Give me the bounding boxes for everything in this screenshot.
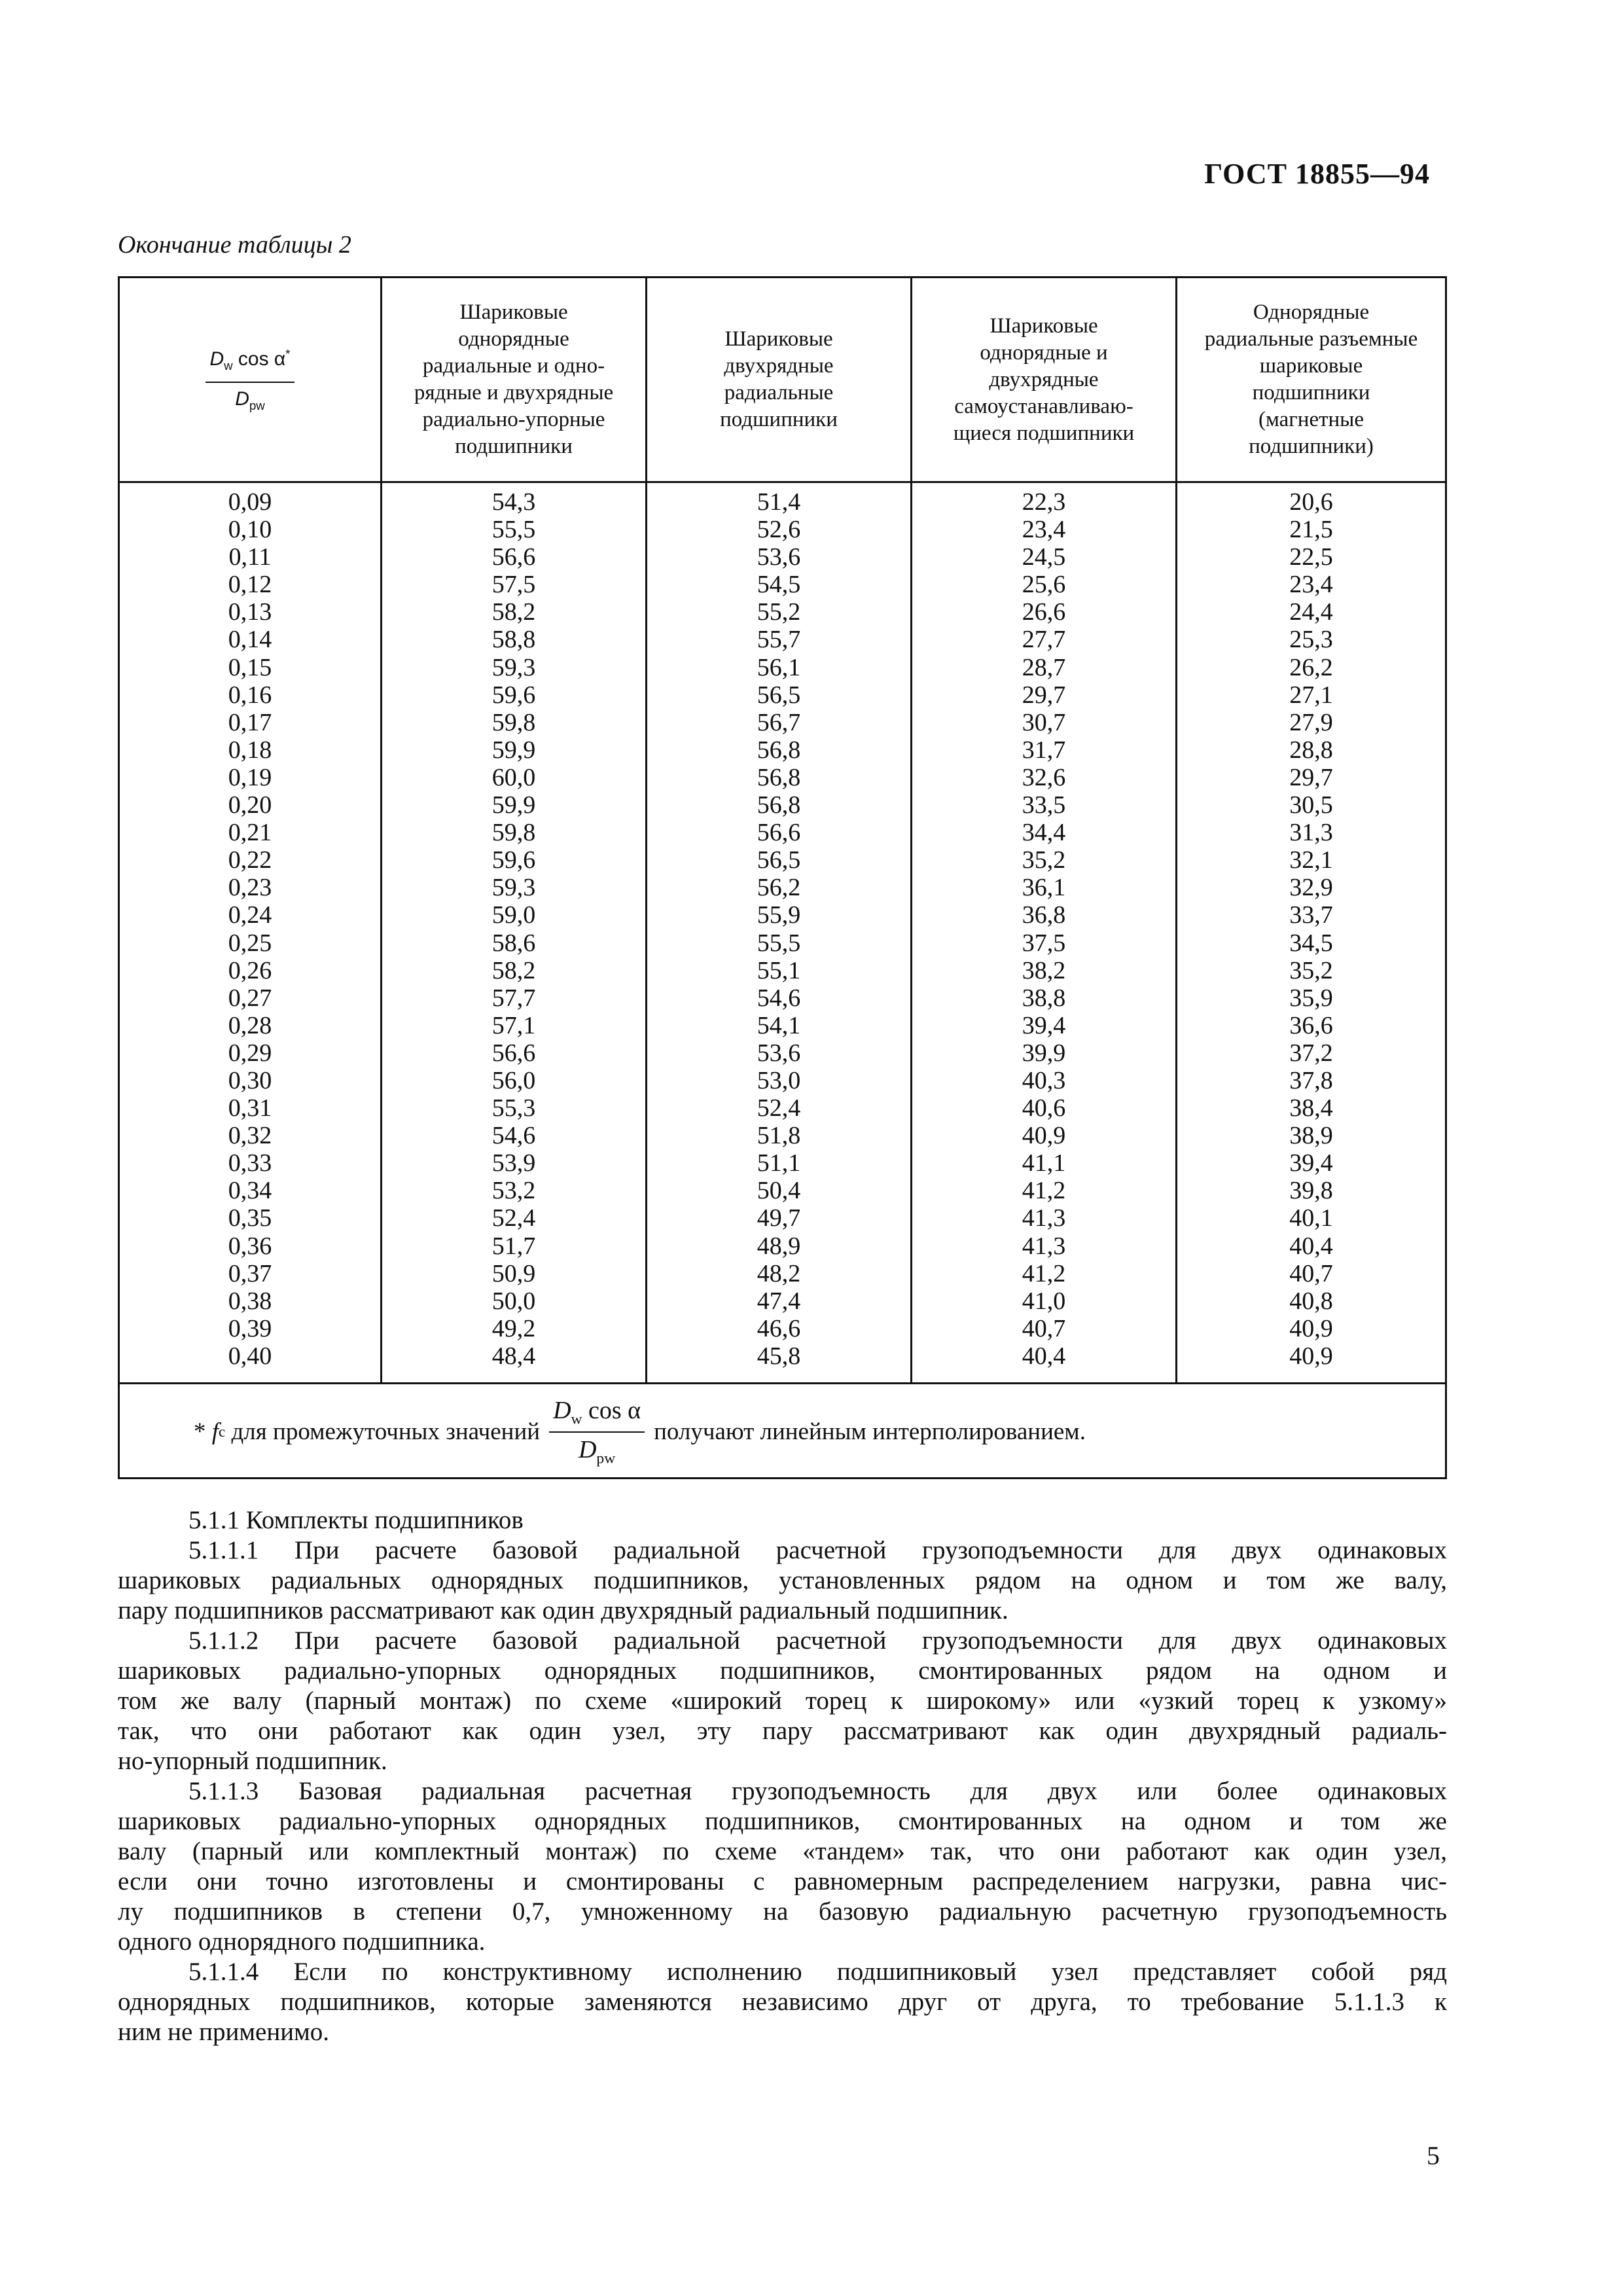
text-line: 5.1.1.4 Если по конструктивному исполнению подшипниковый узел представляет собой ряд [188,1958,1447,1986]
table-cell: 41,3 [1022,1232,1066,1260]
table-cell: 27,9 [1289,708,1333,736]
table-cell: 59,8 [491,819,536,847]
table-cell: 52,4 [757,1094,801,1122]
table-header-row [120,278,1445,483]
table-cell: 23,4 [1022,516,1066,544]
text-line: шариковых радиальных однорядных подшипников, установленных рядом на одном и том же валу, [118,1566,1447,1594]
table-cell: 38,9 [1289,1122,1333,1150]
table-cell: 29,7 [1022,681,1066,709]
table-cell: 52,4 [491,1204,536,1232]
paragraph-5-1-1-4 [118,1957,1447,2047]
table-cell: 30,7 [1022,708,1066,736]
table-cell: 56,5 [757,681,801,709]
table-cell: 0,33 [228,1149,272,1177]
table-cell: 0,23 [228,874,272,902]
header-line: подшипники [720,408,838,431]
table-cell: 0,29 [228,1039,272,1067]
table-cell: 56,6 [491,543,536,571]
table-cell: 26,6 [1022,598,1066,626]
table-cell: 36,6 [1289,1011,1333,1039]
header-line: Однорядные [1253,300,1370,324]
header-line: рядные и двухрядные [414,381,614,404]
text-line: однорядных подшипников, которые заменяются независимо друг от друга, то требование 5.1.1.3 к [118,1988,1447,2016]
table-cell: 40,7 [1022,1314,1066,1342]
column-ratio [120,483,382,1382]
table-cell: 0,21 [228,819,272,847]
table-cell: 0,20 [228,791,272,819]
text-line: том же валу (парный монтаж) по схеме «широкий торец к широкому» или «узкий торец к узкому» [118,1687,1447,1715]
table-cell: 59,6 [491,681,536,709]
table-cell: 53,6 [757,1039,801,1067]
table-cell: 41,0 [1022,1287,1066,1315]
table-cell: 59,6 [491,846,536,874]
table-cell: 46,6 [757,1314,801,1342]
table-cell: 40,9 [1289,1314,1333,1342]
table-cell: 37,8 [1289,1066,1333,1094]
page-number: 5 [1427,2141,1440,2170]
header-line: однорядные и [980,340,1108,365]
header-col-3 [647,278,912,481]
header-line: Шариковые [459,300,568,324]
table-cell: 26,2 [1289,653,1333,681]
table-cell: 56,0 [491,1066,536,1094]
header-line: однорядные [458,327,569,351]
header-line: самоустанавливаю- [954,394,1133,418]
table-cell: 58,8 [491,626,536,654]
table-cell: 0,26 [228,956,272,984]
footnote-text-before: для промежуточных значений [231,1418,541,1445]
table-cell: 0,28 [228,1011,272,1039]
table-cell: 55,1 [757,956,801,984]
table-cell: 0,19 [228,763,272,791]
table-cell: 58,2 [491,956,536,984]
table-cell: 34,5 [1289,929,1333,957]
column-single-double-row-radial [382,483,647,1382]
table-cell: 33,5 [1022,791,1066,819]
table-cell: 23,4 [1289,571,1333,599]
table-cell: 59,0 [491,901,536,929]
table-cell: 49,7 [757,1204,801,1232]
table-cell: 56,6 [491,1039,536,1067]
section-5-1-1-title: 5.1.1 Комплекты подшипников [188,1506,524,1534]
text-line: так, что они работают как один узел, эту пару рассматривают как один двухрядный радиаль- [118,1717,1447,1745]
table-cell: 54,3 [491,488,536,516]
footnote-f-symbol: f [211,1418,219,1445]
table-cell: 59,3 [491,874,536,902]
table-cell: 24,5 [1022,543,1066,571]
table-cell: 20,6 [1289,488,1333,516]
table-cell: 40,3 [1022,1066,1066,1094]
table-cell: 54,6 [491,1122,536,1150]
table-cell: 45,8 [757,1342,801,1370]
table-cell: 0,25 [228,929,272,957]
table-cell: 50,0 [491,1287,536,1315]
table-cell: 41,1 [1022,1149,1066,1177]
data-table [118,276,1447,1479]
text-line: ним не применимо. [118,2018,330,2046]
table-cell: 59,3 [491,653,536,681]
table-cell: 24,4 [1289,598,1333,626]
header-line: двухрядные [724,354,834,378]
table-cell: 22,5 [1289,543,1333,571]
header-col-5 [1177,278,1445,481]
text-line: шариковых радиально-упорных однорядных подшипников, смонтированных на одном и том же [118,1807,1447,1835]
table-cell: 33,7 [1289,901,1333,929]
table-cell: 0,15 [228,653,272,681]
table-cell: 40,8 [1289,1287,1333,1315]
paragraph-5-1-1-1 [118,1535,1447,1626]
table-cell: 56,6 [757,819,801,847]
table-cell: 21,5 [1289,516,1333,544]
text-line: 5.1.1.2 При расчете базовой радиальной расчетной грузоподъемности для двух одинаковых [188,1626,1447,1655]
header-line: (магнетные [1258,408,1364,431]
table-cell: 51,7 [491,1232,536,1260]
table-cell: 53,6 [757,543,801,571]
table-cell: 40,4 [1022,1342,1066,1370]
table-cell: 36,1 [1022,874,1066,902]
table-cell: 40,4 [1289,1232,1333,1260]
table-cell: 0,34 [228,1177,272,1205]
table-cell: 58,2 [491,598,536,626]
table-cell: 56,8 [757,736,801,764]
table-cell: 32,1 [1289,846,1333,874]
table-cell: 60,0 [491,763,536,791]
header-line: радиальные и одно- [422,354,605,378]
table-cell: 40,9 [1289,1342,1333,1370]
table-cell: 52,6 [757,516,801,544]
table-cell: 28,8 [1289,736,1333,764]
table-cell: 57,7 [491,984,536,1012]
table-cell: 0,27 [228,984,272,1012]
header-line: двухрядные [989,367,1099,391]
table-cell: 35,2 [1289,956,1333,984]
table-cell: 51,1 [757,1149,801,1177]
table-cell: 28,7 [1022,653,1066,681]
text-line: шариковых радиально-упорных однорядных подшипников, смонтированных рядом на одном и [118,1657,1447,1685]
table-cell: 39,4 [1289,1149,1333,1177]
table-cell: 41,3 [1022,1204,1066,1232]
table-cell: 0,22 [228,846,272,874]
table-cell: 55,3 [491,1094,536,1122]
table-cell: 41,2 [1022,1177,1066,1205]
table-cell: 53,0 [757,1066,801,1094]
table-footnote: * f c для промежуточных значений $\frac{D_w \cos \alpha}{D_{pw}}$ получают линейным интерполированием. [194,1396,1086,1467]
table-cell: 38,4 [1289,1094,1333,1122]
table-cell: 55,5 [757,929,801,957]
table-cell: 0,24 [228,901,272,929]
table-cell: 32,6 [1022,763,1066,791]
table-cell: 37,2 [1289,1039,1333,1067]
table-cell: 0,13 [228,598,272,626]
document-header: ГОСТ 18855—94 [1204,158,1430,190]
table-cell: 51,8 [757,1122,801,1150]
table-cell: 41,2 [1022,1259,1066,1287]
table-cell: 59,9 [491,791,536,819]
table-cell: 0,36 [228,1232,272,1260]
text-line: лу подшипников в степени 0,7, умноженному на базовую радиальную расчетную грузоподъемность [118,1897,1447,1926]
table-cell: 22,3 [1022,488,1066,516]
table-cell: 55,2 [757,598,801,626]
table-cell: 40,1 [1289,1204,1333,1232]
header-line: Шариковые [990,314,1098,338]
text-line: если они точно изготовлены и смонтированы с равномерным распределением нагрузки, равна чис- [118,1867,1447,1895]
text-line: но-упорный подшипник. [118,1747,387,1775]
table-cell: 56,5 [757,846,801,874]
table-cell: 54,5 [757,571,801,599]
header-line: подшипники) [1249,435,1374,458]
table-cell: 40,7 [1289,1259,1333,1287]
table-cell: 40,6 [1022,1094,1066,1122]
table-cell: 39,9 [1022,1039,1066,1067]
paragraph-5-1-1-3 [118,1776,1447,1957]
table-cell: 53,9 [491,1149,536,1177]
footnote-fraction: $\frac{D_w \cos \alpha}{D_{pw}}$ [549,1396,645,1467]
table-cell: 57,5 [491,571,536,599]
table-cell: 54,1 [757,1011,801,1039]
table-cell: 0,14 [228,626,272,654]
table-cell: 0,10 [228,516,272,544]
table-cell: 56,8 [757,791,801,819]
table-cell: 55,7 [757,626,801,654]
table-cell: 39,8 [1289,1177,1333,1205]
table-cell: 34,4 [1022,819,1066,847]
table-cell: 56,1 [757,653,801,681]
table-cell: 57,1 [491,1011,536,1039]
table-cell: 35,2 [1022,846,1066,874]
table-cell: 0,11 [228,543,272,571]
table-cell: 54,6 [757,984,801,1012]
table-cell: 53,2 [491,1177,536,1205]
body-text [118,1505,1447,2047]
table-cell: 38,8 [1022,984,1066,1012]
table-cell: 25,3 [1289,626,1333,654]
table-cell: 0,17 [228,708,272,736]
text-line: одного однорядного подшипника. [118,1928,486,1956]
table-cell: 0,35 [228,1204,272,1232]
table-cell: 31,7 [1022,736,1066,764]
table-cell: 49,2 [491,1314,536,1342]
text-line: пару подшипников рассматривают как один двухрядный радиальный подшипник. [118,1596,1008,1624]
table-caption: Окончание таблицы 2 [118,231,351,259]
header-col-2 [382,278,647,481]
column-double-row-radial [647,483,912,1382]
column-self-aligning [912,483,1177,1382]
header-line: радиальные разъемные [1204,327,1418,351]
text-line: 5.1.1.3 Базовая радиальная расчетная грузоподъемность для двух или более одинаковых [188,1777,1447,1805]
table-body [120,483,1445,1384]
text-line: 5.1.1.1 При расчете базовой радиальной расчетной грузоподъемности для двух одинаковых [188,1536,1447,1564]
ratio-fraction: $\frac{D_w \cos \alpha^*}{D_{pw}}$ [205,340,294,419]
table-cell: 40,9 [1022,1122,1066,1150]
header-col-4 [912,278,1177,481]
table-cell: 35,9 [1289,984,1333,1012]
table-cell: 56,2 [757,874,801,902]
table-cell: 29,7 [1289,763,1333,791]
table-cell: 0,09 [228,488,272,516]
table-cell: 0,37 [228,1259,272,1287]
table-cell: 51,4 [757,488,801,516]
table-cell: 31,3 [1289,819,1333,847]
table-cell: 25,6 [1022,571,1066,599]
text-line: валу (парный или комплектный монтаж) по схеме «тандем» так, что они работают как один узел, [118,1837,1447,1865]
table-cell: 58,6 [491,929,536,957]
table-cell: 32,9 [1289,874,1333,902]
table-cell: 48,9 [757,1232,801,1260]
table-cell: 55,9 [757,901,801,929]
table-cell: 27,1 [1289,681,1333,709]
table-cell: 0,31 [228,1094,272,1122]
table-cell: 27,7 [1022,626,1066,654]
header-line: Шариковые [724,327,833,351]
table-cell: 0,32 [228,1122,272,1150]
paragraph-5-1-1-2 [118,1626,1447,1776]
header-line: радиально-упорные [422,408,605,431]
table-cell: 37,5 [1022,929,1066,957]
table-cell: 59,8 [491,708,536,736]
header-line: радиальные [724,381,834,404]
table-cell: 56,8 [757,763,801,791]
table-cell: 48,2 [757,1259,801,1287]
header-ratio-cell [120,278,382,481]
table-cell: 0,38 [228,1287,272,1315]
footnote-star: * [194,1418,206,1445]
footnote-text-after: получают линейным интерполированием. [654,1418,1086,1445]
table-cell: 38,2 [1022,956,1066,984]
table-cell: 50,4 [757,1177,801,1205]
header-line: подшипники [1252,381,1370,404]
table-cell: 36,8 [1022,901,1066,929]
table-cell: 0,39 [228,1314,272,1342]
table-cell: 0,12 [228,571,272,599]
table-cell: 50,9 [491,1259,536,1287]
table-cell: 47,4 [757,1287,801,1315]
table-cell: 0,18 [228,736,272,764]
table-cell: 39,4 [1022,1011,1066,1039]
table-cell: 59,9 [491,736,536,764]
table-cell: 0,30 [228,1066,272,1094]
table-cell: 55,5 [491,516,536,544]
header-line: шариковые [1259,354,1363,378]
header-line: подшипники [455,435,573,458]
column-separable-magneto [1177,483,1445,1382]
table-cell: 30,5 [1289,791,1333,819]
table-cell: 0,16 [228,681,272,709]
table-cell: 48,4 [491,1342,536,1370]
table-cell: 56,7 [757,708,801,736]
table-cell: 0,40 [228,1342,272,1370]
header-line: щиеся подшипники [953,421,1135,445]
